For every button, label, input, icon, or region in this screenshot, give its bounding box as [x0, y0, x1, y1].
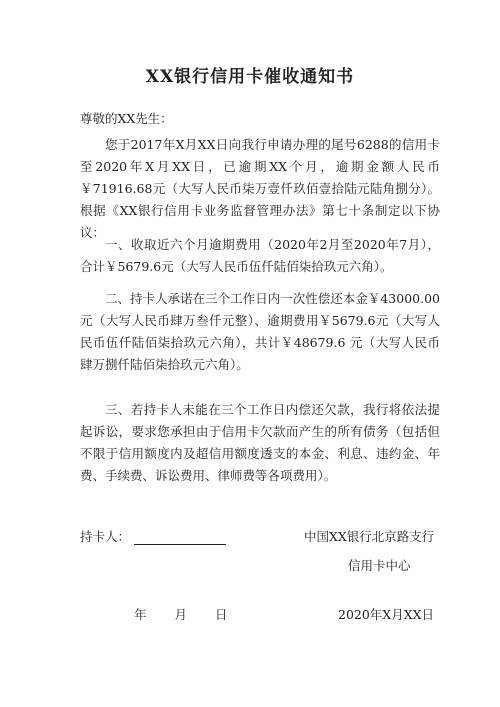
cardholder-signature: [80, 527, 226, 545]
salutation: 尊敬的XX先生：: [80, 111, 173, 126]
card-center-name: 信用卡中心: [348, 558, 411, 573]
date-year-label: 年: [134, 607, 147, 622]
signature-date-blank: [134, 605, 228, 623]
paragraph-intro: 您于2017年X月XX日向我行申请办理的尾号6288的信用卡至2020年X月XX日，已逾期XX个月，逾期金额人民币￥71916.68元（大写人民币柒万壹仟玖佰壹拾陆元陆角捌分）。根据《XX银行信用卡业务监督管理办法》第七十条制定以下协议：: [80, 137, 440, 240]
signature-line: [134, 530, 226, 545]
date-month-label: 月: [174, 607, 188, 622]
document-title: XX银行信用卡催收通知书: [145, 67, 355, 87]
bank-name: 中国XX银行北京路支行: [304, 529, 435, 544]
date-day-label: 日: [215, 607, 228, 622]
paragraph-clause-3: 三、若持卡人未能在三个工作日内偿还欠款，我行将依法提起诉讼，要求您承担由于信用卡欠款而产生的所有债务（包括但不限于信用额度内及超信用额度透支的本金、利息、违约金、年费、手续费、诉讼费用、律师费等各项费用）。: [80, 402, 440, 483]
cardholder-label: 持卡人：: [80, 529, 131, 544]
paragraph-clause-2: 二、持卡人承诺在三个工作日内一次性偿还本金￥43000.00 元（大写人民币肆万叁仟元整）、逾期费用￥5679.6元（大写人民币伍仟陆佰柒拾玖元六角），共计￥48679.6 元（大写人民币肆万捌仟陆佰柒拾玖元六角）。: [80, 291, 440, 372]
paragraph-clause-1: 一、收取近六个月逾期费用（2020年2月至2020年7月），合计￥5679.6元（大写人民币伍仟陆佰柒拾玖元六角）。: [80, 237, 440, 274]
issue-date: 2020年X月XX日: [338, 607, 435, 622]
